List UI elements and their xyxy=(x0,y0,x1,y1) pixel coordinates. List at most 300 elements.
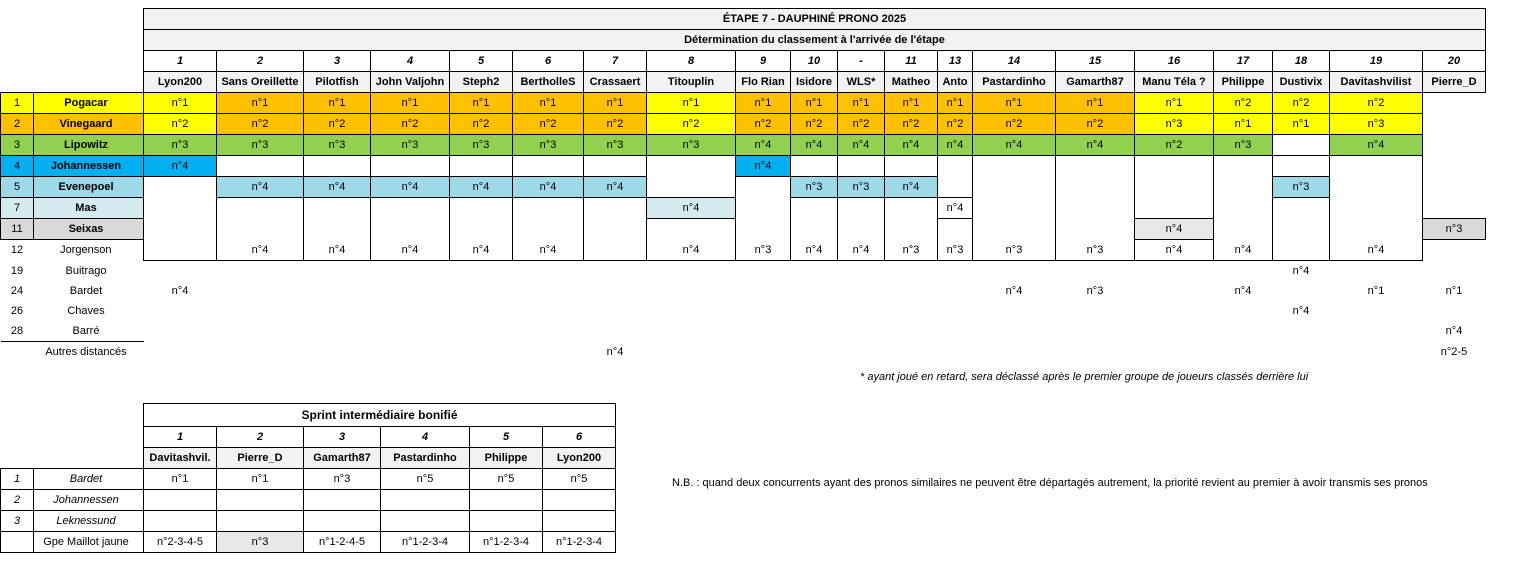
cell xyxy=(736,261,791,282)
cell xyxy=(1330,219,1423,240)
cell xyxy=(647,301,736,321)
rank-cell: 12 xyxy=(10,244,24,257)
cell xyxy=(371,198,450,219)
sprint-player-philippe: Philippe xyxy=(470,448,543,469)
cell: n°3 xyxy=(838,177,885,198)
cell xyxy=(217,490,304,511)
cell xyxy=(885,281,938,301)
player-gamarth87: Gamarth87 xyxy=(1056,72,1135,93)
cell: n°1 xyxy=(144,469,217,490)
rank-cell: 26 xyxy=(10,305,24,317)
cell xyxy=(584,240,647,261)
cell xyxy=(1214,261,1273,282)
cell: n°4 xyxy=(973,135,1056,156)
spacer-cell xyxy=(1,9,34,30)
col-number-10: 10 xyxy=(791,51,838,72)
table-row xyxy=(1,93,1486,114)
col-number-13: 13 xyxy=(938,51,973,72)
spacer-cell xyxy=(34,448,144,469)
player-pilotfish: Pilotfish xyxy=(304,72,371,93)
cell: n°1 xyxy=(938,93,973,114)
cell xyxy=(1135,261,1214,282)
sprint-title-row xyxy=(1,404,616,427)
cell xyxy=(450,342,513,363)
cell xyxy=(304,511,381,532)
cell xyxy=(304,321,371,342)
table-row xyxy=(1,301,1486,321)
cell xyxy=(217,261,304,282)
cell xyxy=(885,342,938,363)
cell: n°3 xyxy=(1330,114,1423,135)
cell: n°2-5 xyxy=(1440,345,1468,358)
cell xyxy=(973,321,1056,342)
cell: n°4 xyxy=(450,240,513,261)
cell: n°1 xyxy=(450,93,513,114)
cell xyxy=(647,281,736,301)
cell xyxy=(1056,321,1135,342)
cell: n°1 xyxy=(513,93,584,114)
cell xyxy=(973,219,1056,240)
cell xyxy=(304,301,371,321)
cell xyxy=(791,281,838,301)
cell: n°4 xyxy=(938,198,973,219)
cell: n°3 xyxy=(885,240,938,261)
sprint-rider-cell: Gpe Maillot jaune xyxy=(34,532,144,553)
sprint-player-gamarth87: Gamarth87 xyxy=(304,448,381,469)
cell xyxy=(838,342,885,363)
cell: n°3 xyxy=(1273,177,1330,198)
cell xyxy=(513,156,584,177)
cell xyxy=(885,321,938,342)
spacer-cell xyxy=(1,404,34,427)
table-row xyxy=(1,177,1486,198)
rank-cell: 7 xyxy=(1,198,34,219)
cell: n°2 xyxy=(304,114,371,135)
player-pierre-d: Pierre_D xyxy=(1423,72,1486,93)
cell: n°2 xyxy=(838,114,885,135)
cell: n°4 xyxy=(1292,265,1310,277)
cell xyxy=(1330,321,1423,342)
cell: n°4 xyxy=(1005,285,1023,297)
cell: n°4 xyxy=(217,240,304,261)
col-number-20: 20 xyxy=(1423,51,1486,72)
cell xyxy=(217,511,304,532)
cell xyxy=(647,342,736,363)
sprint-row xyxy=(1,511,616,532)
cell xyxy=(304,490,381,511)
cell: n°1 xyxy=(973,93,1056,114)
cell: n°2 xyxy=(647,114,736,135)
sprint-row xyxy=(1,532,616,553)
col-number-16: 16 xyxy=(1135,51,1214,72)
col-number-8: 8 xyxy=(647,51,736,72)
cell xyxy=(885,198,938,219)
cell xyxy=(838,156,885,177)
cell: n°4 xyxy=(838,240,885,261)
col-number-dash: - xyxy=(838,51,885,72)
cell xyxy=(144,177,217,198)
cell xyxy=(791,321,838,342)
cell: n°1 xyxy=(838,93,885,114)
sprint-rider-cell: Bardet xyxy=(34,469,144,490)
rank-cell: 19 xyxy=(10,264,24,277)
player-titouplin: Titouplin xyxy=(647,72,736,93)
cell: n°4 xyxy=(513,240,584,261)
cell: n°1 xyxy=(217,469,304,490)
rank-cell: 28 xyxy=(10,325,24,337)
rank-cell xyxy=(1,342,34,363)
cell: n°3 xyxy=(304,135,371,156)
rider-cell: Buitrago xyxy=(65,264,107,277)
cell: n°1 xyxy=(584,93,647,114)
cell xyxy=(144,240,217,261)
cell: n°5 xyxy=(470,469,543,490)
sprint-col-number-1: 1 xyxy=(144,427,217,448)
cell: n°2 xyxy=(938,114,973,135)
player-anto: Anto xyxy=(938,72,973,93)
cell xyxy=(973,156,1056,177)
cell xyxy=(973,198,1056,219)
cell: n°3 xyxy=(144,135,217,156)
cell xyxy=(1135,301,1214,321)
cell: n°3 xyxy=(304,469,381,490)
table-row xyxy=(1,281,1486,301)
cell xyxy=(1423,301,1486,321)
rider-cell: Pogacar xyxy=(34,93,144,114)
cell: n°2 xyxy=(513,114,584,135)
cell: n°1 xyxy=(647,93,736,114)
cell: n°2 xyxy=(736,114,791,135)
cell: n°2 xyxy=(1214,93,1273,114)
cell xyxy=(1214,177,1273,198)
cell: n°2 xyxy=(1273,93,1330,114)
cell xyxy=(938,321,973,342)
cell xyxy=(791,156,838,177)
cell: n°4 xyxy=(1330,240,1423,261)
cell: n°1 xyxy=(304,93,371,114)
spacer-cell xyxy=(34,30,144,51)
cell xyxy=(304,156,371,177)
etape-results-table xyxy=(0,8,1486,362)
cell: n°4 xyxy=(171,285,189,297)
cell xyxy=(513,342,584,363)
cell xyxy=(736,281,791,301)
cell xyxy=(513,261,584,282)
cell xyxy=(938,342,973,363)
cell xyxy=(1214,301,1273,321)
player-crassaert: Crassaert xyxy=(584,72,647,93)
cell xyxy=(791,198,838,219)
cell: n°5 xyxy=(381,469,470,490)
player-isidore: Isidore xyxy=(791,72,838,93)
cell xyxy=(513,281,584,301)
cell xyxy=(647,261,736,282)
spacer-cell xyxy=(1,448,34,469)
cell xyxy=(1423,261,1486,282)
player-name-row xyxy=(1,72,1486,93)
cell xyxy=(938,281,973,301)
spacer-cell xyxy=(1,51,34,72)
cell: n°1 xyxy=(1273,114,1330,135)
cell xyxy=(1056,301,1135,321)
cell xyxy=(584,301,647,321)
sprint-row xyxy=(1,490,616,511)
cell xyxy=(736,342,791,363)
cell: n°2 xyxy=(584,114,647,135)
cell xyxy=(1330,342,1423,363)
cell xyxy=(1135,321,1214,342)
cell xyxy=(885,301,938,321)
table-row xyxy=(1,156,1486,177)
cell xyxy=(791,219,838,240)
cell: n°1 xyxy=(1367,285,1385,297)
player-steph2: Steph2 xyxy=(450,72,513,93)
cell xyxy=(1214,198,1273,219)
sprint-player-row xyxy=(1,448,616,469)
cell xyxy=(217,301,304,321)
cell: n°4 xyxy=(1330,135,1423,156)
cell: n°4 xyxy=(450,177,513,198)
rank-cell: 3 xyxy=(1,135,34,156)
sprint-rank-cell: 1 xyxy=(1,469,34,490)
cell: n°1-2-3-4 xyxy=(470,532,543,553)
rider-cell: Vinegaard xyxy=(34,114,144,135)
cell xyxy=(470,511,543,532)
page-subtitle: Détermination du classement à l'arrivée de l'étape xyxy=(144,30,1486,51)
cell: n°4 xyxy=(1234,285,1252,297)
cell xyxy=(513,301,584,321)
cell: n°1 xyxy=(1135,93,1214,114)
cell: n°1 xyxy=(144,93,217,114)
cell xyxy=(144,219,217,240)
spacer-cell xyxy=(34,427,144,448)
cell: n°1-2-3-4 xyxy=(543,532,616,553)
rider-cell: Barré xyxy=(72,325,100,337)
cell xyxy=(973,261,1056,282)
cell xyxy=(938,261,973,282)
table-row xyxy=(1,219,1486,240)
sprint-row xyxy=(1,469,616,490)
cell xyxy=(1214,156,1273,177)
cell xyxy=(584,321,647,342)
cell: n°4 xyxy=(304,240,371,261)
cell xyxy=(791,342,838,363)
rider-cell: Jorgenson xyxy=(60,244,112,257)
cell xyxy=(470,490,543,511)
cell: n°3 xyxy=(1214,135,1273,156)
col-number-14: 14 xyxy=(973,51,1056,72)
player-wls: WLS* xyxy=(838,72,885,93)
cell xyxy=(938,156,973,177)
cell: n°4 xyxy=(938,135,973,156)
cell xyxy=(450,198,513,219)
cell: n°3 xyxy=(217,532,304,553)
cell xyxy=(647,177,736,198)
cell xyxy=(1273,198,1330,219)
cell xyxy=(450,219,513,240)
col-number-2: 2 xyxy=(217,51,304,72)
player-lyon200: Lyon200 xyxy=(144,72,217,93)
cell xyxy=(1214,342,1273,363)
table-row xyxy=(1,240,1486,261)
cell xyxy=(1056,219,1135,240)
cell xyxy=(838,198,885,219)
cell: n°3 xyxy=(217,135,304,156)
cell xyxy=(1056,177,1135,198)
cell xyxy=(371,321,450,342)
cell: n°3 xyxy=(1423,219,1486,240)
cell xyxy=(1330,177,1423,198)
cell: n°2 xyxy=(1135,135,1214,156)
col-number-4: 4 xyxy=(371,51,450,72)
page-title: ÉTAPE 7 - DAUPHINÉ PRONO 2025 xyxy=(144,9,1486,30)
cell: n°2 xyxy=(885,114,938,135)
cell xyxy=(1273,156,1330,177)
cell: n°4 xyxy=(606,345,624,358)
spacer-cell xyxy=(1,72,34,93)
cell: n°4 xyxy=(1214,240,1273,261)
cell: n°1 xyxy=(1445,285,1463,297)
spacer-cell xyxy=(34,72,144,93)
cell: n°1-2-4-5 xyxy=(304,532,381,553)
sprint-rider-cell: Leknessund xyxy=(34,511,144,532)
cell xyxy=(838,321,885,342)
col-number-18: 18 xyxy=(1273,51,1330,72)
cell xyxy=(736,219,791,240)
cell: n°4 xyxy=(584,177,647,198)
cell: n°3 xyxy=(736,240,791,261)
cell xyxy=(381,511,470,532)
cell xyxy=(371,281,450,301)
cell xyxy=(217,342,304,363)
cell xyxy=(973,301,1056,321)
cell: n°3 xyxy=(938,240,973,261)
cell: n°4 xyxy=(371,240,450,261)
cell xyxy=(513,321,584,342)
sprint-player-pierre-d: Pierre_D xyxy=(217,448,304,469)
player-pastardinho: Pastardinho xyxy=(973,72,1056,93)
rank-cell: 24 xyxy=(10,285,24,297)
cell xyxy=(371,301,450,321)
cell xyxy=(217,198,304,219)
cell: n°4 xyxy=(736,156,791,177)
rank-cell: 1 xyxy=(1,93,34,114)
sprint-rank-cell xyxy=(1,532,34,553)
player-philippe: Philippe xyxy=(1214,72,1273,93)
cell: n°4 xyxy=(144,156,217,177)
cell xyxy=(513,219,584,240)
cell xyxy=(450,301,513,321)
cell: n°2 xyxy=(217,114,304,135)
cell xyxy=(1273,281,1330,301)
cell xyxy=(450,281,513,301)
col-number-5: 5 xyxy=(450,51,513,72)
cell: n°3 xyxy=(584,135,647,156)
cell xyxy=(838,261,885,282)
cell: n°5 xyxy=(543,469,616,490)
cell xyxy=(1056,261,1135,282)
cell: n°4 xyxy=(1292,305,1310,317)
cell xyxy=(543,511,616,532)
sprint-rank-cell: 2 xyxy=(1,490,34,511)
cell xyxy=(584,281,647,301)
cell xyxy=(1423,177,1486,198)
cell: n°1 xyxy=(885,93,938,114)
col-number-3: 3 xyxy=(304,51,371,72)
footnote-late-player: * ayant joué en retard, sera déclassé après le premier groupe de joueurs classés derrière lui xyxy=(860,371,1309,383)
cell: n°4 xyxy=(838,135,885,156)
cell xyxy=(647,156,736,177)
cell: n°1-2-3-4 xyxy=(381,532,470,553)
table-row xyxy=(1,321,1486,342)
player-bertholles: BertholleS xyxy=(513,72,584,93)
cell xyxy=(584,198,647,219)
main-subtitle-row xyxy=(1,30,1486,51)
table-row xyxy=(1,342,1486,363)
table-row xyxy=(1,261,1486,282)
rider-cell: Lipowitz xyxy=(34,135,144,156)
cell xyxy=(381,490,470,511)
cell: n°4 xyxy=(1135,240,1214,261)
cell: n°4 xyxy=(647,240,736,261)
cell: n°4 xyxy=(371,177,450,198)
cell xyxy=(647,321,736,342)
cell xyxy=(217,156,304,177)
cell xyxy=(736,321,791,342)
table-row xyxy=(1,114,1486,135)
cell: n°4 xyxy=(1445,325,1463,338)
col-number-6: 6 xyxy=(513,51,584,72)
player-flo-rian: Flo Rian xyxy=(736,72,791,93)
sprint-col-number-3: 3 xyxy=(304,427,381,448)
rider-cell: Johannessen xyxy=(34,156,144,177)
cell xyxy=(938,301,973,321)
rider-cell: Autres distancés xyxy=(34,342,144,363)
cell: n°3 xyxy=(450,135,513,156)
rider-cell: Seixas xyxy=(34,219,144,240)
cell: n°4 xyxy=(885,177,938,198)
cell xyxy=(885,261,938,282)
rank-cell: 2 xyxy=(1,114,34,135)
cell xyxy=(584,261,647,282)
cell xyxy=(371,261,450,282)
cell xyxy=(144,261,217,282)
rank-cell: 4 xyxy=(1,156,34,177)
cell xyxy=(791,261,838,282)
rank-cell: 5 xyxy=(1,177,34,198)
cell xyxy=(450,321,513,342)
cell: n°1 xyxy=(371,93,450,114)
cell xyxy=(1423,198,1486,219)
spacer-cell xyxy=(34,9,144,30)
col-number-15: 15 xyxy=(1056,51,1135,72)
cell xyxy=(1135,198,1214,219)
cell xyxy=(647,219,736,240)
player-davitashvilist: Davitashvilist xyxy=(1330,72,1423,93)
cell xyxy=(1135,342,1214,363)
main-title-row xyxy=(1,9,1486,30)
cell xyxy=(1273,219,1330,240)
cell xyxy=(1423,114,1486,135)
cell xyxy=(371,219,450,240)
cell: n°2 xyxy=(450,114,513,135)
spacer-cell xyxy=(34,51,144,72)
cell xyxy=(144,490,217,511)
cell xyxy=(1214,321,1273,342)
sprint-rider-cell: Johannessen xyxy=(34,490,144,511)
cell: n°2 xyxy=(791,114,838,135)
cell: n°3 xyxy=(1086,285,1104,297)
